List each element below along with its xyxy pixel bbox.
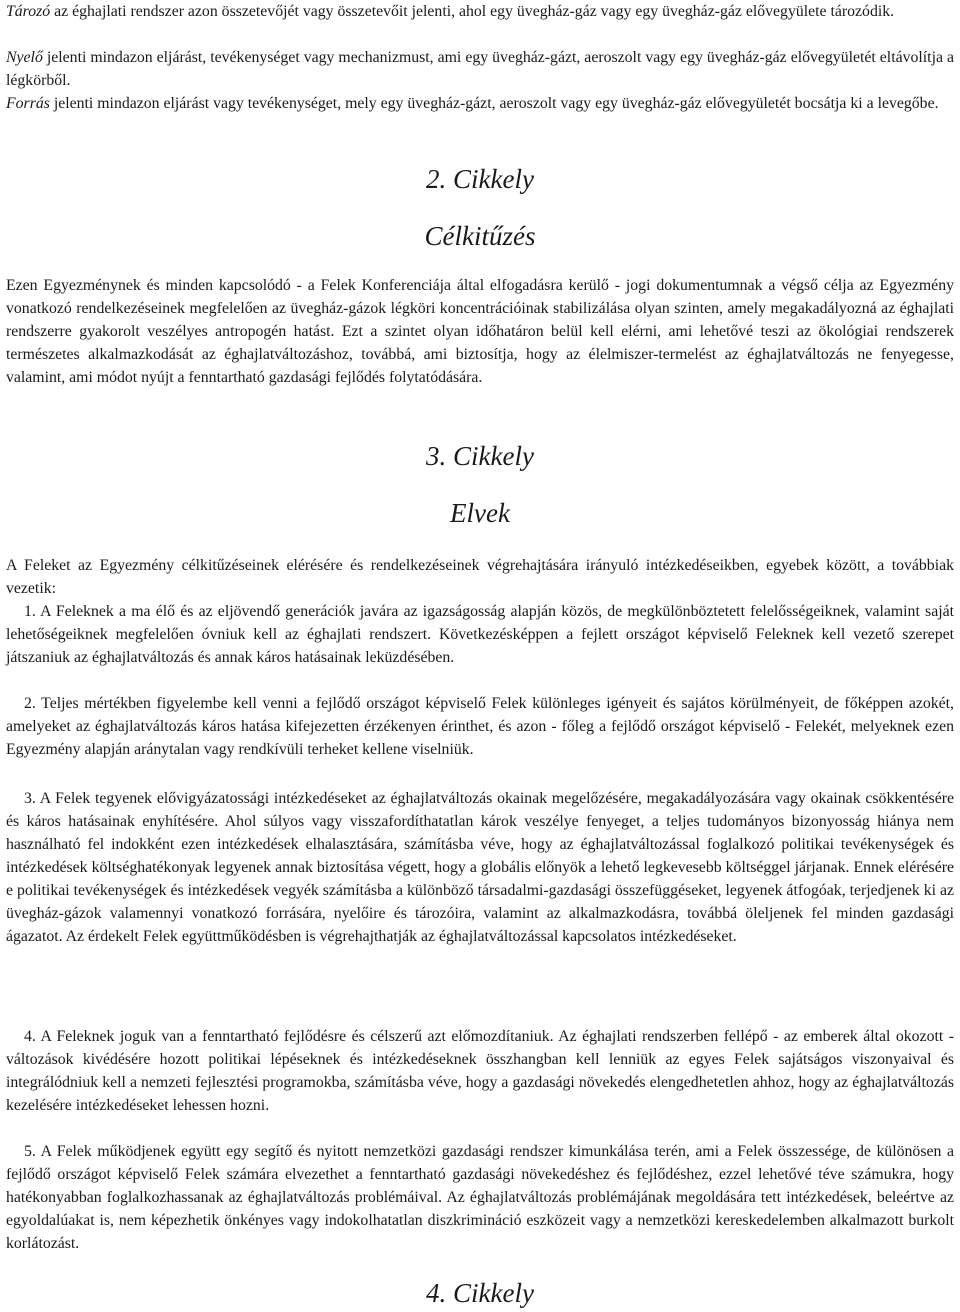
definition-term: Nyelő — [6, 49, 43, 66]
article-2-text: Ezen Egyezménynek és minden kapcsolódó - a Felek Konferenciája által elfogadásra kerülő - jogi dokumentumnak a végső célja az Egyezmény vonatkozó rendelkezéseinek megfelelően az üvegház-gázok légköri koncentrációinak stabilizálása olyan szinten, amely megakadályozná az éghajlati rendszerre gyakorolt veszélyes antropogén hatást. Ezt a szintet olyan időhatáron belül kell elérni, ami lehetővé teszi az ökológiai rendszerek természetes alkalmazkodását az éghajlatváltozáshoz, továbbá, ami biztosítja, hogy az élelmiszer-termelést az éghajlatváltozás ne fenyegesse, valamint, ami módot nyújt a fenntartható gazdasági fejlődés folytatódására. — [6, 277, 954, 386]
article-2-title: Célkitűzés — [424, 221, 536, 251]
article-3-intro: A Feleket az Egyezmény célkitűzéseinek elérésére és rendelkezéseinek végrehajtására irányuló intézkedéseikben, egyebek között, a továbbiak vezetik: — [6, 557, 954, 597]
definition-term: Tározó — [6, 3, 51, 20]
article-4-number: 4. Cikkely — [426, 1278, 534, 1308]
article-3-point-2: 2. Teljes mértékben figyelembe kell venni a fejlődő országot képviselő Felek különleges igényeit és sajátos körülményeit, de főképpen azokét, amelyeket az éghajlatváltozás káros hatása kifejezetten érzékenyen érinthet, és azon - főleg a fejlődő országot képviselő - Felekét, melyeknek ezen Egyezmény alapján aránytalan vagy rendkívüli terheket kellene viselniük. — [6, 695, 954, 758]
definition-text: jelenti mindazon eljárást vagy tevékenységet, mely egy üvegház-gázt, aeroszolt vagy egy üvegház-gáz elővegyületét bocsátja ki a levegőbe. — [49, 95, 939, 112]
article-3-point-1: 1. A Feleknek a ma élő és az eljövendő generációk javára az igazságosság alapján közös, de megkülönböztetett felelősségeiknek, valamint saját lehetőségeiknek megfelelően óvniuk kell az éghajlati rendszert. Következésképpen a fejlett országot képviselő Feleknek kell vezető szerepet játszaniuk az éghajlatváltozás és annak káros hatásainak leküzdésében. — [6, 603, 954, 666]
definition-text: az éghajlati rendszer azon összetevőjét vagy összetevőit jelenti, ahol egy üvegház-gáz vagy egy üvegház-gáz elővegyülete tározódik. — [50, 3, 895, 20]
definition-source — [6, 92, 954, 115]
article-3-number: 3. Cikkely — [426, 441, 534, 471]
definition-reservoir — [6, 0, 954, 23]
definition-term: Forrás — [6, 95, 50, 112]
article-3-point-4: 4. A Feleknek joguk van a fenntartható fejlődésre és célszerű azt előmozdítaniuk. Az éghajlati rendszerben fellépő - az emberek által okozott - változások kivédésére hozott politikai lépéseknek és intézkedéseknek összhangban kell lenniük az egyes Felek sajátságos viszonyaival és integrálódniuk kell a nemzeti fejlesztési programokba, számításba véve, hogy a gazdasági növekedés elengedhetetlen ahhoz, hogy az éghajlatváltozás kezelésére intézkedéseket lehessen hozni. — [6, 1028, 954, 1114]
definition-text: jelenti mindazon eljárást, tevékenységet vagy mechanizmust, ami egy üvegház-gázt, aeroszolt vagy egy üvegház-gáz elővegyületét eltávolítja a légkörből. — [6, 49, 954, 89]
article-3-point-3: 3. A Felek tegyenek elővigyázatossági intézkedéseket az éghajlatváltozás okainak megelőzésére, megakadályozására vagy okainak csökkentésére és káros hatásainak enyhítésére. Ahol súlyos vagy visszafordíthatatlan károk veszélye fenyeget, a teljes tudományos bizonyosság hiánya nem használható fel indokként ezen intézkedések elhalasztására, számításba véve, hogy az éghajlatváltozással foglalkozó politikai tevékenységek és intézkedések költséghatékonyak legyenek annak biztosítása végett, hogy a globális előnyök a lehető legkevesebb költséggel járjanak. Ennek elérésére e politikai tevékenységek és intézkedések vegyék számításba a különböző társadalmi-gazdasági összefüggéseket, legyenek átfogóak, terjedjenek ki az üvegház-gázok valamennyi vonatkozó forrására, nyelőire és tározóira, valamint az alkalmazkodásra, továbbá öleljenek fel minden gazdasági ágazatot. Az érdekelt Felek együttműködésben is végrehajthatják az éghajlatváltozással kapcsolatos intézkedéseket. — [6, 790, 954, 945]
article-2-number: 2. Cikkely — [426, 164, 534, 194]
definition-sink — [6, 46, 954, 92]
article-3-point-5: 5. A Felek működjenek együtt egy segítő és nyitott nemzetközi gazdasági rendszer kimunkálása terén, ami a Felek összessége, de különösen a fejlődő országot képviselő Felek számára elvezethet a fenntartható gazdasági növekedéshez és fejlődéshez, ezzel lehetővé téve számukra, hogy hatékonyabban foglalkozhassanak az éghajlatváltozás problémáival. Az éghajlatváltozás problémájának megoldására tett intézkedések, beleértve az egyoldalúakat is, nem képezhetik önkényes vagy indokolhatatlan diszkrimináció eszközeit vagy a nemzetközi kereskedelemben alkalmazott burkolt korlátozást. — [6, 1143, 954, 1252]
article-3-title: Elvek — [450, 498, 510, 528]
